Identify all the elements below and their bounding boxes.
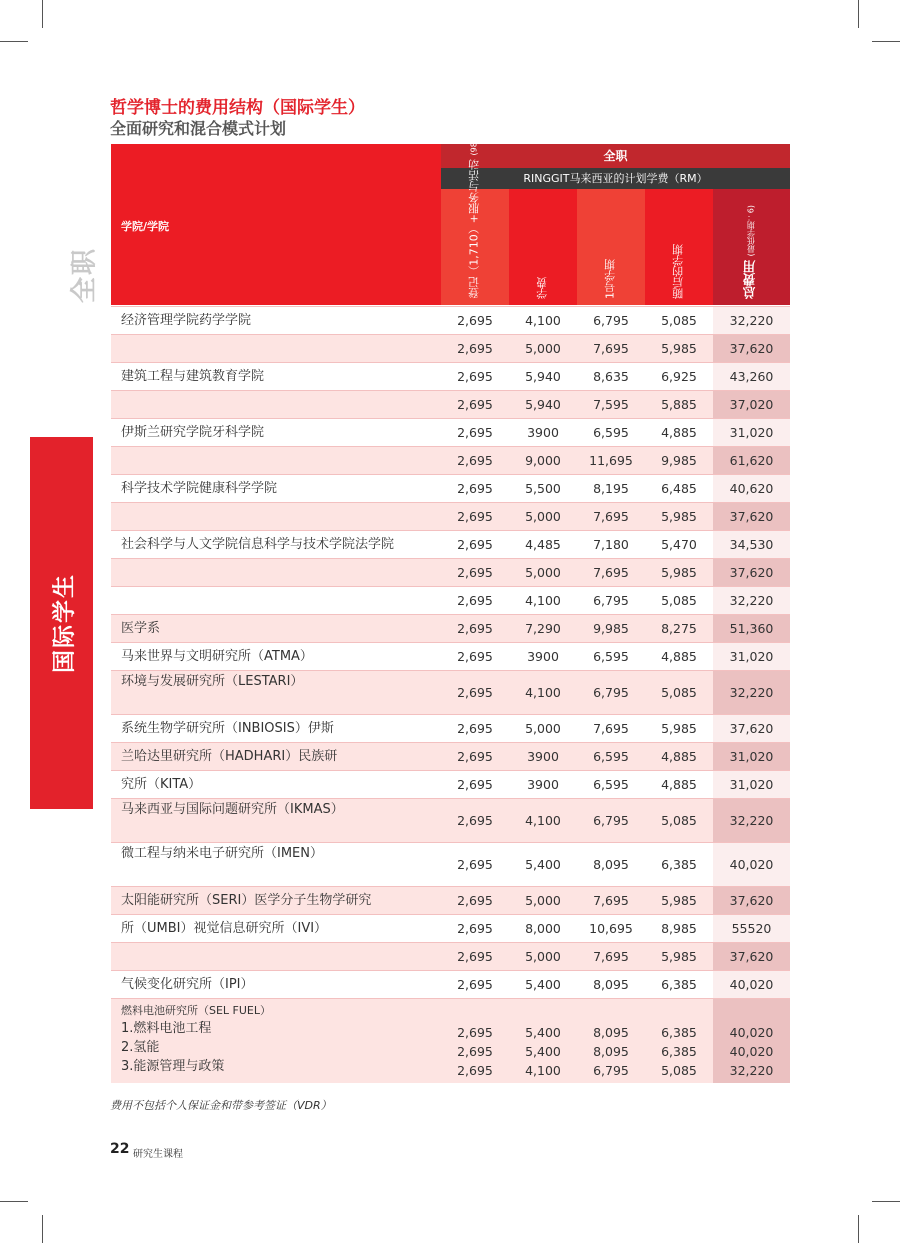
- crop-mark: [872, 41, 900, 42]
- faculty-name: 兰哈达里研究所（HADHARI）民族研: [121, 749, 338, 764]
- table-row: [111, 558, 790, 587]
- fee-cell-c4: 8,275: [661, 621, 697, 636]
- fee-cell-c4: 5,985: [661, 565, 697, 580]
- faculty-name: 环境与发展研究所（LESTARI）: [121, 674, 304, 689]
- fuel-cell-column-c1: [441, 999, 509, 1083]
- fee-cell-c1: 2,695: [457, 1025, 493, 1040]
- fee-cell-c5: 40,020: [713, 843, 790, 887]
- fee-cell-c5: 40,620: [713, 475, 790, 503]
- fee-cell-c4: 4,885: [661, 649, 697, 664]
- table-row: [111, 798, 790, 843]
- faculty-name: [111, 335, 441, 363]
- fee-cell-c1: 2,695: [457, 397, 493, 412]
- faculty-name: 马来西亚与国际问题研究所（IKMAS）: [121, 802, 344, 817]
- table-row: [111, 362, 790, 391]
- faculty-name: 医学系: [121, 621, 161, 636]
- fee-cell-c4: 5,985: [661, 341, 697, 356]
- fee-cell-c4: 5,085: [661, 1063, 697, 1078]
- fuel-cell-names: [111, 999, 441, 1083]
- fee-cell-c4: 5,085: [661, 313, 697, 328]
- fee-cell-c4: 5,085: [661, 593, 697, 608]
- fee-cell-c5: 40,020: [729, 1025, 774, 1040]
- fee-cell-c2: 5,000: [525, 949, 561, 964]
- fee-cell-c2: 5,400: [525, 857, 561, 872]
- fuel-cell-column-c3: [577, 999, 645, 1083]
- crop-mark: [0, 41, 28, 42]
- fee-cell-c3: 11,695: [589, 453, 633, 468]
- fee-cell-c4: 6,385: [661, 977, 697, 992]
- fee-cell-c3: 6,795: [593, 313, 629, 328]
- fee-cell-c2: 3900: [527, 649, 559, 664]
- col-header-registration: 登记（1,710）+服务与活动 (985): [441, 189, 509, 305]
- faculty-column-header: 学院/学院: [111, 144, 441, 305]
- table-row: [111, 306, 790, 335]
- full-time-header: 全职: [441, 144, 790, 168]
- fee-cell-c1: 2,695: [457, 1044, 493, 1059]
- fee-cell-c5: 32,220: [713, 671, 790, 715]
- fee-cell-c3: 7,595: [593, 397, 629, 412]
- fee-cell-c2: 5,000: [525, 893, 561, 908]
- fee-cell-c5: 32,220: [729, 1063, 774, 1078]
- fee-cell-c4: 5,985: [661, 509, 697, 524]
- faculty-name: 伊斯兰研究学院牙科学院: [121, 425, 265, 440]
- fee-cell-c2: 4,485: [525, 537, 561, 552]
- fee-cell-c4: 6,385: [661, 1025, 697, 1040]
- page-subtitle: 全面研究和混合模式计划: [110, 119, 287, 138]
- fee-cell-c3: 7,695: [593, 949, 629, 964]
- fee-cell-c2: 5,000: [525, 509, 561, 524]
- faculty-name: 太阳能研究所（SERI）医学分子生物学研究: [121, 893, 372, 908]
- table-row: [111, 390, 790, 419]
- fee-cell-c1: 2,695: [457, 649, 493, 664]
- fee-cell-c5: 31,020: [713, 771, 790, 799]
- fuel-cell-heading: 燃料电池研究所（SEL FUEL）: [121, 1004, 272, 1017]
- crop-mark: [42, 1215, 43, 1243]
- fee-cell-c5: 37,620: [713, 559, 790, 587]
- col-header-total: 总费用 (最低学期：6): [713, 189, 790, 305]
- fee-cell-c3: 7,695: [593, 565, 629, 580]
- table-row: [111, 334, 790, 363]
- fee-cell-c4: 4,885: [661, 749, 697, 764]
- fuel-cell-column-c5: [713, 999, 790, 1083]
- fuel-cell-column-c4: [645, 999, 713, 1083]
- fee-cell-c2: 3900: [527, 777, 559, 792]
- fee-cell-c1: 2,695: [457, 1063, 493, 1078]
- col-header-tuition: 学费: [509, 189, 577, 305]
- fee-cell-c2: 5,940: [525, 369, 561, 384]
- fee-cell-c4: 8,985: [661, 921, 697, 936]
- fee-cell-c4: 5,985: [661, 949, 697, 964]
- fee-cell-c3: 6,795: [593, 685, 629, 700]
- faculty-name: 科学技术学院健康科学学院: [121, 481, 278, 496]
- fee-cell-c3: 8,095: [593, 1044, 629, 1059]
- fee-cell-c2: 3900: [527, 425, 559, 440]
- fee-cell-c4: 5,085: [661, 813, 697, 828]
- table-row: [111, 970, 790, 999]
- fee-cell-c1: 2,695: [457, 949, 493, 964]
- faculty-name: 社会科学与人文学院信息科学与技术学院法学院: [121, 537, 395, 552]
- table-row: [111, 586, 790, 615]
- table-row: [111, 714, 790, 743]
- fee-cell-c1: 2,695: [457, 893, 493, 908]
- fee-cell-c4: 6,385: [661, 857, 697, 872]
- fee-cell-c2: 5,000: [525, 341, 561, 356]
- faculty-name: 马来世界与文明研究所（ATMA）: [121, 649, 313, 664]
- fee-cell-c5: 40,020: [713, 971, 790, 999]
- fee-cell-c5: 32,220: [713, 587, 790, 615]
- faculty-name: 究所（KITA）: [121, 777, 202, 792]
- fee-cell-c3: 6,595: [593, 425, 629, 440]
- fee-cell-c5: 31,020: [713, 643, 790, 671]
- fee-cell-c4: 5,985: [661, 721, 697, 736]
- fee-cell-c1: 2,695: [457, 777, 493, 792]
- fee-cell-c3: 8,095: [593, 1025, 629, 1040]
- fuel-cell-program: 1.燃料电池工程: [121, 1021, 212, 1036]
- fee-cell-c3: 6,795: [593, 1063, 629, 1078]
- fee-cell-c1: 2,695: [457, 341, 493, 356]
- table-row-fuel-cell: [111, 998, 790, 1083]
- fee-cell-c4: 5,985: [661, 893, 697, 908]
- col-header-semester1: 1号学期: [577, 189, 645, 305]
- fee-cell-c5: 43,260: [713, 363, 790, 391]
- fee-cell-c4: 6,925: [661, 369, 697, 384]
- fee-cell-c4: 6,385: [661, 1044, 697, 1059]
- fee-cell-c1: 2,695: [457, 685, 493, 700]
- fee-cell-c4: 9,985: [661, 453, 697, 468]
- fee-cell-c5: 37,620: [713, 715, 790, 743]
- fee-cell-c5: 37,620: [713, 943, 790, 971]
- table-row: [111, 842, 790, 887]
- table-row: [111, 942, 790, 971]
- fee-cell-c2: 4,100: [525, 685, 561, 700]
- table-row: [111, 474, 790, 503]
- fee-cell-c3: 6,595: [593, 649, 629, 664]
- fee-cell-c3: 6,595: [593, 777, 629, 792]
- page-title: 哲学博士的费用结构（国际学生）: [110, 98, 365, 118]
- fee-cell-c3: 10,695: [589, 921, 633, 936]
- fee-cell-c5: 37,020: [713, 391, 790, 419]
- fee-cell-c4: 6,485: [661, 481, 697, 496]
- crop-mark: [858, 1215, 859, 1243]
- fee-cell-c1: 2,695: [457, 977, 493, 992]
- table-row: [111, 530, 790, 559]
- fee-cell-c2: 3900: [527, 749, 559, 764]
- table-row: [111, 886, 790, 915]
- fee-cell-c5: 40,020: [729, 1044, 774, 1059]
- fee-cell-c1: 2,695: [457, 369, 493, 384]
- fee-cell-c1: 2,695: [457, 921, 493, 936]
- fee-cell-c5: 51,360: [713, 615, 790, 643]
- crop-mark: [872, 1201, 900, 1202]
- fee-cell-c3: 8,635: [593, 369, 629, 384]
- fee-cell-c1: 2,695: [457, 857, 493, 872]
- fee-cell-c5: 31,020: [713, 743, 790, 771]
- fee-cell-c4: 5,885: [661, 397, 697, 412]
- fee-cell-c5: 32,220: [713, 799, 790, 843]
- fee-cell-c3: 7,695: [593, 893, 629, 908]
- fee-cell-c2: 5,400: [525, 977, 561, 992]
- table-row: [111, 742, 790, 771]
- faculty-name: 系统生物学研究所（INBIOSIS）伊斯: [121, 721, 334, 736]
- crop-mark: [858, 0, 859, 28]
- fee-cell-c1: 2,695: [457, 621, 493, 636]
- table-row: [111, 614, 790, 643]
- table-row: [111, 670, 790, 715]
- page-label: 研究生课程: [133, 1149, 183, 1160]
- fee-cell-c2: 5,000: [525, 721, 561, 736]
- fee-cell-c2: 5,400: [525, 1044, 561, 1059]
- fee-cell-c2: 4,100: [525, 593, 561, 608]
- table-row: [111, 418, 790, 447]
- side-label-full-time: 全职: [69, 246, 100, 304]
- fee-cell-c5: 55520: [713, 915, 790, 943]
- fee-cell-c2: 4,100: [525, 1063, 561, 1078]
- faculty-name: 建筑工程与建筑教育学院: [121, 369, 265, 384]
- fee-cell-c4: 4,885: [661, 425, 697, 440]
- fee-cell-c4: 5,470: [661, 537, 697, 552]
- fuel-cell-program: 2.氢能: [121, 1040, 160, 1055]
- fee-cell-c2: 9,000: [525, 453, 561, 468]
- fee-cell-c1: 2,695: [457, 813, 493, 828]
- fee-cell-c3: 9,985: [593, 621, 629, 636]
- faculty-name: [111, 587, 441, 615]
- fee-cell-c2: 4,100: [525, 813, 561, 828]
- faculty-name: 所（UMBI）视觉信息研究所（IVI）: [121, 921, 328, 936]
- faculty-name: [111, 559, 441, 587]
- fee-cell-c3: 7,180: [593, 537, 629, 552]
- faculty-name: [111, 391, 441, 419]
- fee-cell-c1: 2,695: [457, 453, 493, 468]
- fee-cell-c2: 5,940: [525, 397, 561, 412]
- fee-cell-c2: 7,290: [525, 621, 561, 636]
- fee-cell-c1: 2,695: [457, 537, 493, 552]
- table-row: [111, 642, 790, 671]
- fee-cell-c1: 2,695: [457, 509, 493, 524]
- fee-cell-c5: 37,620: [713, 503, 790, 531]
- fee-cell-c2: 4,100: [525, 313, 561, 328]
- rm-caption-header: RINGGIT马来西亚的计划学费（RM）: [441, 168, 790, 189]
- fee-cell-c1: 2,695: [457, 749, 493, 764]
- faculty-name: 气候变化研究所（IPI）: [121, 977, 254, 992]
- fee-cell-c1: 2,695: [457, 565, 493, 580]
- faculty-name: 微工程与纳米电子研究所（IMEN）: [121, 846, 323, 861]
- fee-cell-c5: 61,620: [713, 447, 790, 475]
- fee-cell-c3: 6,795: [593, 813, 629, 828]
- crop-mark: [42, 0, 43, 28]
- fee-cell-c1: 2,695: [457, 593, 493, 608]
- fee-cell-c5: 37,620: [713, 335, 790, 363]
- fee-cell-c3: 6,595: [593, 749, 629, 764]
- fuel-cell-column-c2: [509, 999, 577, 1083]
- fee-cell-c2: 5,500: [525, 481, 561, 496]
- fee-cell-c2: 8,000: [525, 921, 561, 936]
- fee-cell-c3: 7,695: [593, 721, 629, 736]
- fee-cell-c4: 4,885: [661, 777, 697, 792]
- fee-cell-c1: 2,695: [457, 481, 493, 496]
- table-row: [111, 502, 790, 531]
- fee-cell-c5: 31,020: [713, 419, 790, 447]
- fee-cell-c1: 2,695: [457, 313, 493, 328]
- table-row: [111, 770, 790, 799]
- footnote: 费用不包括个人保证金和带参考签证（VDR）: [110, 1099, 332, 1112]
- fee-cell-c5: 34,530: [713, 531, 790, 559]
- table-row: [111, 446, 790, 475]
- fee-cell-c4: 5,085: [661, 685, 697, 700]
- fee-cell-c3: 6,795: [593, 593, 629, 608]
- faculty-name: [111, 447, 441, 475]
- page-number: 22: [110, 1141, 130, 1157]
- fee-cell-c3: 8,095: [593, 857, 629, 872]
- fee-cell-c5: 32,220: [713, 307, 790, 335]
- fee-cell-c3: 8,095: [593, 977, 629, 992]
- faculty-name: 经济管理学院药学学院: [121, 313, 252, 328]
- fee-cell-c1: 2,695: [457, 721, 493, 736]
- faculty-name: [111, 943, 441, 971]
- table-row: [111, 914, 790, 943]
- fee-cell-c1: 2,695: [457, 425, 493, 440]
- fee-cell-c2: 5,000: [525, 565, 561, 580]
- fee-cell-c2: 5,400: [525, 1025, 561, 1040]
- fee-cell-c3: 7,695: [593, 341, 629, 356]
- faculty-name: [111, 503, 441, 531]
- crop-mark: [0, 1201, 28, 1202]
- col-header-subsequent: 随后的学期: [645, 189, 713, 305]
- fuel-cell-program: 3.能源管理与政策: [121, 1059, 225, 1074]
- side-tab-international: 国际学生: [30, 437, 93, 809]
- fee-cell-c3: 7,695: [593, 509, 629, 524]
- fee-cell-c3: 8,195: [593, 481, 629, 496]
- fee-cell-c5: 37,620: [713, 887, 790, 915]
